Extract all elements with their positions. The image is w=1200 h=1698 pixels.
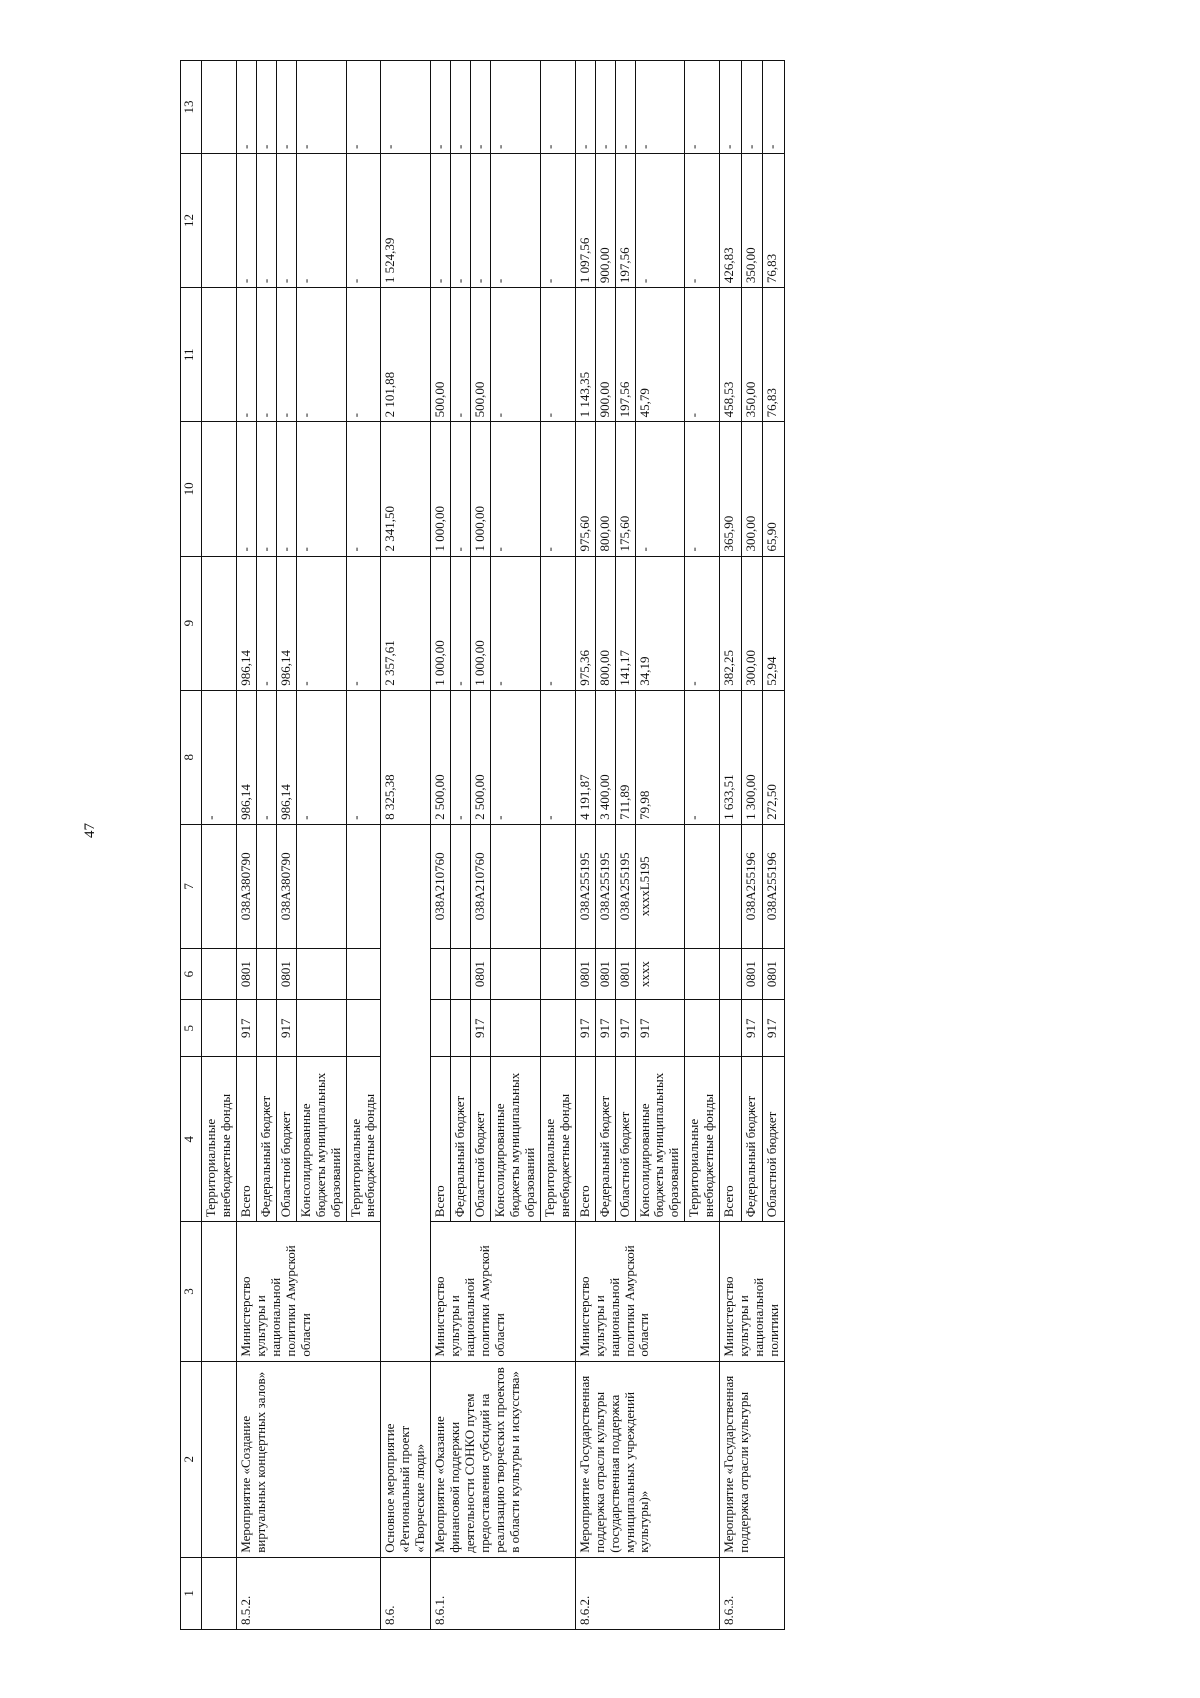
- amount-cell: -: [236, 422, 256, 556]
- amount-cell: -: [296, 288, 346, 422]
- item-name: Мероприятие «Создание виртуальных концертных залов»: [236, 1361, 381, 1557]
- amount-cell: 79,98: [635, 690, 685, 824]
- table-row: [202, 61, 237, 1630]
- grbs-code: [540, 1000, 575, 1057]
- table-row: [236, 61, 256, 1630]
- section-code: 0801: [276, 948, 296, 1000]
- executor: Министерство культуры и национальной политики: [720, 1222, 785, 1361]
- amount-cell: -: [346, 422, 381, 556]
- grbs-code: 917: [741, 1000, 763, 1057]
- column-header: 3: [181, 1222, 202, 1361]
- target-code: [540, 824, 575, 948]
- amount-cell: -: [346, 153, 381, 287]
- empty-cell: [202, 1557, 237, 1629]
- section-code: 0801: [595, 948, 615, 1000]
- column-header: 4: [181, 1057, 202, 1222]
- section-code: [451, 948, 471, 1000]
- amount-cell: 1 633,51: [720, 690, 742, 824]
- item-number: 8.6.3.: [720, 1557, 785, 1629]
- amount-cell: 800,00: [595, 556, 615, 690]
- item-name: Основное мероприятие «Региональный проект «Творческие люди»: [381, 1361, 431, 1557]
- funding-source: Консолидированные бюджеты муниципальных образований: [491, 1057, 541, 1222]
- section-code: [346, 948, 381, 1000]
- column-header: 1: [181, 1557, 202, 1629]
- target-code: 038А210760: [471, 824, 491, 948]
- table-header: [181, 61, 202, 1630]
- amount-cell: -: [685, 153, 720, 287]
- grbs-code: 917: [595, 1000, 615, 1057]
- amount-cell: -: [451, 422, 471, 556]
- amount-cell: -: [256, 61, 276, 154]
- amount-cell: 76,83: [763, 153, 785, 287]
- section-code: 0801: [236, 948, 256, 1000]
- grbs-code: [256, 1000, 276, 1057]
- target-code: 038А255196: [741, 824, 763, 948]
- funding-source: Областной бюджет: [615, 1057, 635, 1222]
- executor: Министерство культуры и национальной политики Амурской области: [575, 1222, 720, 1361]
- amount-cell: -: [346, 61, 381, 154]
- amount-cell: 197,56: [615, 153, 635, 287]
- funding-source: Федеральный бюджет: [256, 1057, 276, 1222]
- column-header: 11: [181, 288, 202, 422]
- grbs-code: 917: [471, 1000, 491, 1057]
- amount-cell: -: [451, 61, 471, 154]
- grbs-code: [451, 1000, 471, 1057]
- column-header: 5: [181, 1000, 202, 1057]
- executor: Министерство культуры и национальной политики Амурской области: [431, 1222, 576, 1361]
- amount-cell: -: [451, 556, 471, 690]
- amount-cell: -: [685, 690, 720, 824]
- amount-cell: -: [575, 61, 595, 154]
- amount-cell: -: [685, 288, 720, 422]
- amount-cell: 34,19: [635, 556, 685, 690]
- amount-cell: 1 300,00: [741, 690, 763, 824]
- amount-cell: -: [471, 61, 491, 154]
- amount-cell: -: [346, 690, 381, 824]
- target-code: [491, 824, 541, 948]
- empty-cell: [202, 1222, 237, 1361]
- section-code: [256, 948, 276, 1000]
- amount-cell: -: [202, 690, 237, 824]
- amount-cell: 2 500,00: [471, 690, 491, 824]
- amount-cell: 45,79: [635, 288, 685, 422]
- amount-cell: 711,89: [615, 690, 635, 824]
- column-header: 6: [181, 948, 202, 1000]
- section-code: 0801: [741, 948, 763, 1000]
- amount-cell: 197,56: [615, 288, 635, 422]
- section-code: 0801: [615, 948, 635, 1000]
- amount-cell: -: [431, 153, 451, 287]
- amount-cell: -: [451, 288, 471, 422]
- target-code: 038А255195: [595, 824, 615, 948]
- section-code: [491, 948, 541, 1000]
- column-header: 12: [181, 153, 202, 287]
- amount-cell: 52,94: [763, 556, 785, 690]
- amount-cell: 2 357,61: [381, 556, 431, 690]
- amount-cell: -: [346, 288, 381, 422]
- amount-cell: 986,14: [236, 690, 256, 824]
- amount-cell: 500,00: [431, 288, 451, 422]
- funding-source: Областной бюджет: [276, 1057, 296, 1222]
- table-row: [575, 61, 595, 1630]
- amount-cell: -: [741, 61, 763, 154]
- funding-source: Территориальные внебюджетные фонды: [202, 1057, 237, 1222]
- grbs-code: 917: [615, 1000, 635, 1057]
- amount-cell: 1 000,00: [471, 556, 491, 690]
- amount-cell: -: [256, 153, 276, 287]
- amount-cell: 900,00: [595, 153, 615, 287]
- amount-cell: 175,60: [615, 422, 635, 556]
- funding-source: Всего: [431, 1057, 451, 1222]
- target-code: ххххL5195: [635, 824, 685, 948]
- amount-cell: -: [276, 153, 296, 287]
- amount-cell: -: [236, 288, 256, 422]
- amount-cell: 458,53: [720, 288, 742, 422]
- rotated-page: [180, 60, 1200, 1630]
- amount-cell: [202, 422, 237, 556]
- item-number: 8.6.: [381, 1557, 431, 1629]
- amount-cell: 2 101,88: [381, 288, 431, 422]
- amount-cell: 1 000,00: [471, 422, 491, 556]
- section-code: 0801: [763, 948, 785, 1000]
- amount-cell: 986,14: [276, 556, 296, 690]
- amount-cell: -: [431, 61, 451, 154]
- amount-cell: -: [595, 61, 615, 154]
- amount-cell: 300,00: [741, 556, 763, 690]
- grbs-code: 917: [635, 1000, 685, 1057]
- amount-cell: -: [540, 422, 575, 556]
- amount-cell: -: [256, 690, 276, 824]
- target-code: 038А255195: [615, 824, 635, 948]
- funding-source: Консолидированные бюджеты муниципальных образований: [296, 1057, 346, 1222]
- amount-cell: -: [346, 556, 381, 690]
- table-row: [381, 61, 431, 1630]
- amount-cell: 141,17: [615, 556, 635, 690]
- amount-cell: -: [540, 690, 575, 824]
- amount-cell: [202, 556, 237, 690]
- amount-cell: 300,00: [741, 422, 763, 556]
- empty-cell: [202, 1361, 237, 1557]
- amount-cell: 986,14: [276, 690, 296, 824]
- amount-cell: -: [491, 153, 541, 287]
- amount-cell: -: [635, 153, 685, 287]
- table-body: [202, 61, 785, 1630]
- amount-cell: 426,83: [720, 153, 742, 287]
- amount-cell: -: [491, 288, 541, 422]
- amount-cell: 800,00: [595, 422, 615, 556]
- funding-source: Всего: [720, 1057, 742, 1222]
- grbs-code: 917: [575, 1000, 595, 1057]
- amount-cell: 986,14: [236, 556, 256, 690]
- target-code: [256, 824, 276, 948]
- amount-cell: -: [296, 422, 346, 556]
- amount-cell: -: [491, 422, 541, 556]
- target-code: 038А255195: [575, 824, 595, 948]
- funding-source: Федеральный бюджет: [451, 1057, 471, 1222]
- column-header: 7: [181, 824, 202, 948]
- section-code: 0801: [471, 948, 491, 1000]
- funding-source: Территориальные внебюджетные фонды: [685, 1057, 720, 1222]
- amount-cell: -: [381, 61, 431, 154]
- amount-cell: -: [296, 61, 346, 154]
- amount-cell: 382,25: [720, 556, 742, 690]
- target-code: [296, 824, 346, 948]
- amount-cell: 350,00: [741, 153, 763, 287]
- amount-cell: 900,00: [595, 288, 615, 422]
- amount-cell: 65,90: [763, 422, 785, 556]
- column-header: 2: [181, 1361, 202, 1557]
- page-number: 47: [82, 823, 98, 838]
- target-code: [720, 824, 742, 948]
- grbs-code: [491, 1000, 541, 1057]
- amount-cell: 350,00: [741, 288, 763, 422]
- amount-cell: -: [763, 61, 785, 154]
- amount-cell: -: [256, 556, 276, 690]
- funding-source: Территориальные внебюджетные фонды: [540, 1057, 575, 1222]
- amount-cell: 975,36: [575, 556, 595, 690]
- column-header: 8: [181, 690, 202, 824]
- amount-cell: -: [296, 690, 346, 824]
- item-name: Мероприятие «Оказание финансовой поддержки деятельности СОНКО путем предоставления субсидий на реализацию творческих проектов в области культуры и искусства»: [431, 1361, 576, 1557]
- amount-cell: -: [491, 690, 541, 824]
- section-code: хххх: [635, 948, 685, 1000]
- amount-cell: 76,83: [763, 288, 785, 422]
- amount-cell: -: [276, 422, 296, 556]
- column-header: 10: [181, 422, 202, 556]
- section-code: [720, 948, 742, 1000]
- target-code: [451, 824, 471, 948]
- target-code: 038А255196: [763, 824, 785, 948]
- target-code: [202, 824, 237, 948]
- amount-cell: [202, 288, 237, 422]
- amount-cell: -: [685, 556, 720, 690]
- amount-cell: 4 191,87: [575, 690, 595, 824]
- amount-cell: -: [451, 153, 471, 287]
- target-code: 038А380790: [276, 824, 296, 948]
- funding-source: Территориальные внебюджетные фонды: [346, 1057, 381, 1222]
- amount-cell: -: [685, 422, 720, 556]
- funding-source: Консолидированные бюджеты муниципальных образований: [635, 1057, 685, 1222]
- section-code: 0801: [575, 948, 595, 1000]
- grbs-code: [346, 1000, 381, 1057]
- amount-cell: -: [451, 690, 471, 824]
- amount-cell: -: [256, 422, 276, 556]
- amount-cell: 3 400,00: [595, 690, 615, 824]
- executor: Министерство культуры и национальной политики Амурской области: [236, 1222, 381, 1361]
- item-name: Мероприятие «Государственная поддержка отрасли культуры: [720, 1361, 785, 1557]
- amount-cell: -: [491, 556, 541, 690]
- amount-cell: -: [615, 61, 635, 154]
- amount-cell: -: [276, 61, 296, 154]
- amount-cell: [202, 153, 237, 287]
- section-code: [202, 948, 237, 1000]
- amount-cell: 500,00: [471, 288, 491, 422]
- amount-cell: -: [635, 61, 685, 154]
- amount-cell: -: [540, 288, 575, 422]
- amount-cell: -: [276, 288, 296, 422]
- section-code: [296, 948, 346, 1000]
- amount-cell: -: [236, 153, 256, 287]
- table-row: [720, 61, 742, 1630]
- section-code: [431, 948, 451, 1000]
- item-name: Мероприятие «Государственная поддержка отрасли культуры (государственная поддержка муниципальных учреждений культуры)»: [575, 1361, 720, 1557]
- funding-source: Областной бюджет: [763, 1057, 785, 1222]
- amount-cell: 365,90: [720, 422, 742, 556]
- amount-cell: -: [471, 153, 491, 287]
- item-number: 8.6.1.: [431, 1557, 576, 1629]
- amount-cell: -: [720, 61, 742, 154]
- funding-source: Всего: [575, 1057, 595, 1222]
- grbs-code: [431, 1000, 451, 1057]
- funding-source: Всего: [236, 1057, 256, 1222]
- column-header: 9: [181, 556, 202, 690]
- amount-cell: -: [540, 61, 575, 154]
- target-code: 038А210760: [431, 824, 451, 948]
- section-code: [540, 948, 575, 1000]
- amount-cell: 2 341,50: [381, 422, 431, 556]
- target-code: [685, 824, 720, 948]
- grbs-code: [720, 1000, 742, 1057]
- amount-cell: -: [540, 556, 575, 690]
- section-code: [685, 948, 720, 1000]
- target-code: [346, 824, 381, 948]
- budget-table: [180, 60, 785, 1630]
- amount-cell: 272,50: [763, 690, 785, 824]
- item-number: 8.6.2.: [575, 1557, 720, 1629]
- grbs-code: 917: [763, 1000, 785, 1057]
- target-code: 038А380790: [236, 824, 256, 948]
- grbs-code: [202, 1000, 237, 1057]
- table-row: [431, 61, 451, 1630]
- amount-cell: 8 325,38: [381, 690, 431, 824]
- amount-cell: 1 097,56: [575, 153, 595, 287]
- amount-cell: 975,60: [575, 422, 595, 556]
- amount-cell: -: [236, 61, 256, 154]
- amount-cell: -: [296, 556, 346, 690]
- funding-source: Федеральный бюджет: [595, 1057, 615, 1222]
- amount-cell: -: [635, 422, 685, 556]
- grbs-code: [296, 1000, 346, 1057]
- amount-cell: -: [491, 61, 541, 154]
- amount-cell: -: [296, 153, 346, 287]
- amount-cell: [202, 61, 237, 154]
- amount-cell: 1 000,00: [431, 556, 451, 690]
- grbs-code: [685, 1000, 720, 1057]
- amount-cell: 1 000,00: [431, 422, 451, 556]
- grbs-code: 917: [276, 1000, 296, 1057]
- amount-cell: 1 524,39: [381, 153, 431, 287]
- amount-cell: -: [256, 288, 276, 422]
- funding-source: Федеральный бюджет: [741, 1057, 763, 1222]
- item-number: 8.5.2.: [236, 1557, 381, 1629]
- funding-source: Областной бюджет: [471, 1057, 491, 1222]
- column-header: 13: [181, 61, 202, 154]
- amount-cell: 1 143,35: [575, 288, 595, 422]
- amount-cell: -: [540, 153, 575, 287]
- amount-cell: -: [685, 61, 720, 154]
- empty-cell: [381, 824, 431, 1361]
- amount-cell: 2 500,00: [431, 690, 451, 824]
- grbs-code: 917: [236, 1000, 256, 1057]
